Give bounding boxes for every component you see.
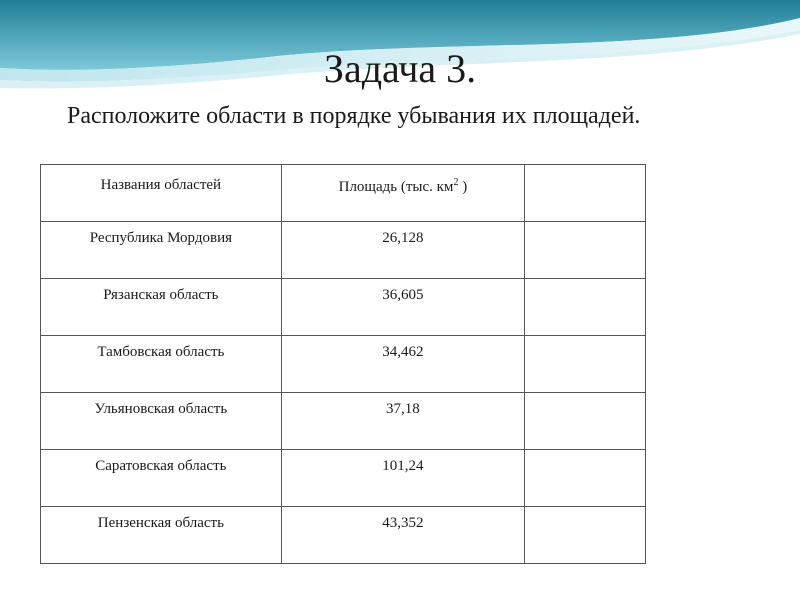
header-area-superscript: 2 [453, 177, 459, 188]
slide-title: Задача 3. [323, 46, 477, 91]
table-row [41, 279, 646, 336]
region-area: 26,128 [281, 222, 524, 279]
header-region-names: Названия областей [41, 165, 282, 222]
table-row [41, 336, 646, 393]
region-area: 34,462 [281, 336, 524, 393]
header-empty [525, 165, 646, 222]
header-area [281, 165, 524, 222]
empty-cell [525, 507, 646, 564]
region-name: Тамбовская область [41, 336, 282, 393]
task-text: Расположите области в порядке убывания их площадей. [67, 103, 641, 129]
table-header-row [41, 165, 646, 222]
empty-cell [525, 450, 646, 507]
table-row [41, 507, 646, 564]
region-area: 43,352 [281, 507, 524, 564]
table-row [41, 450, 646, 507]
header-area-close: ) [458, 179, 468, 195]
empty-cell [525, 279, 646, 336]
empty-cell [525, 393, 646, 450]
region-area: 37,18 [281, 393, 524, 450]
region-name: Рязанская область [41, 279, 282, 336]
table-row [41, 222, 646, 279]
region-name: Республика Мордовия [41, 222, 282, 279]
empty-cell [525, 336, 646, 393]
region-name: Пензенская область [41, 507, 282, 564]
regions-table [40, 164, 646, 564]
region-area: 101,24 [281, 450, 524, 507]
table-row [41, 393, 646, 450]
empty-cell [525, 222, 646, 279]
header-area-text: Площадь (тыс. км [338, 179, 454, 195]
region-area: 36,605 [281, 279, 524, 336]
region-name: Саратовская область [41, 450, 282, 507]
region-name: Ульяновская область [41, 393, 282, 450]
